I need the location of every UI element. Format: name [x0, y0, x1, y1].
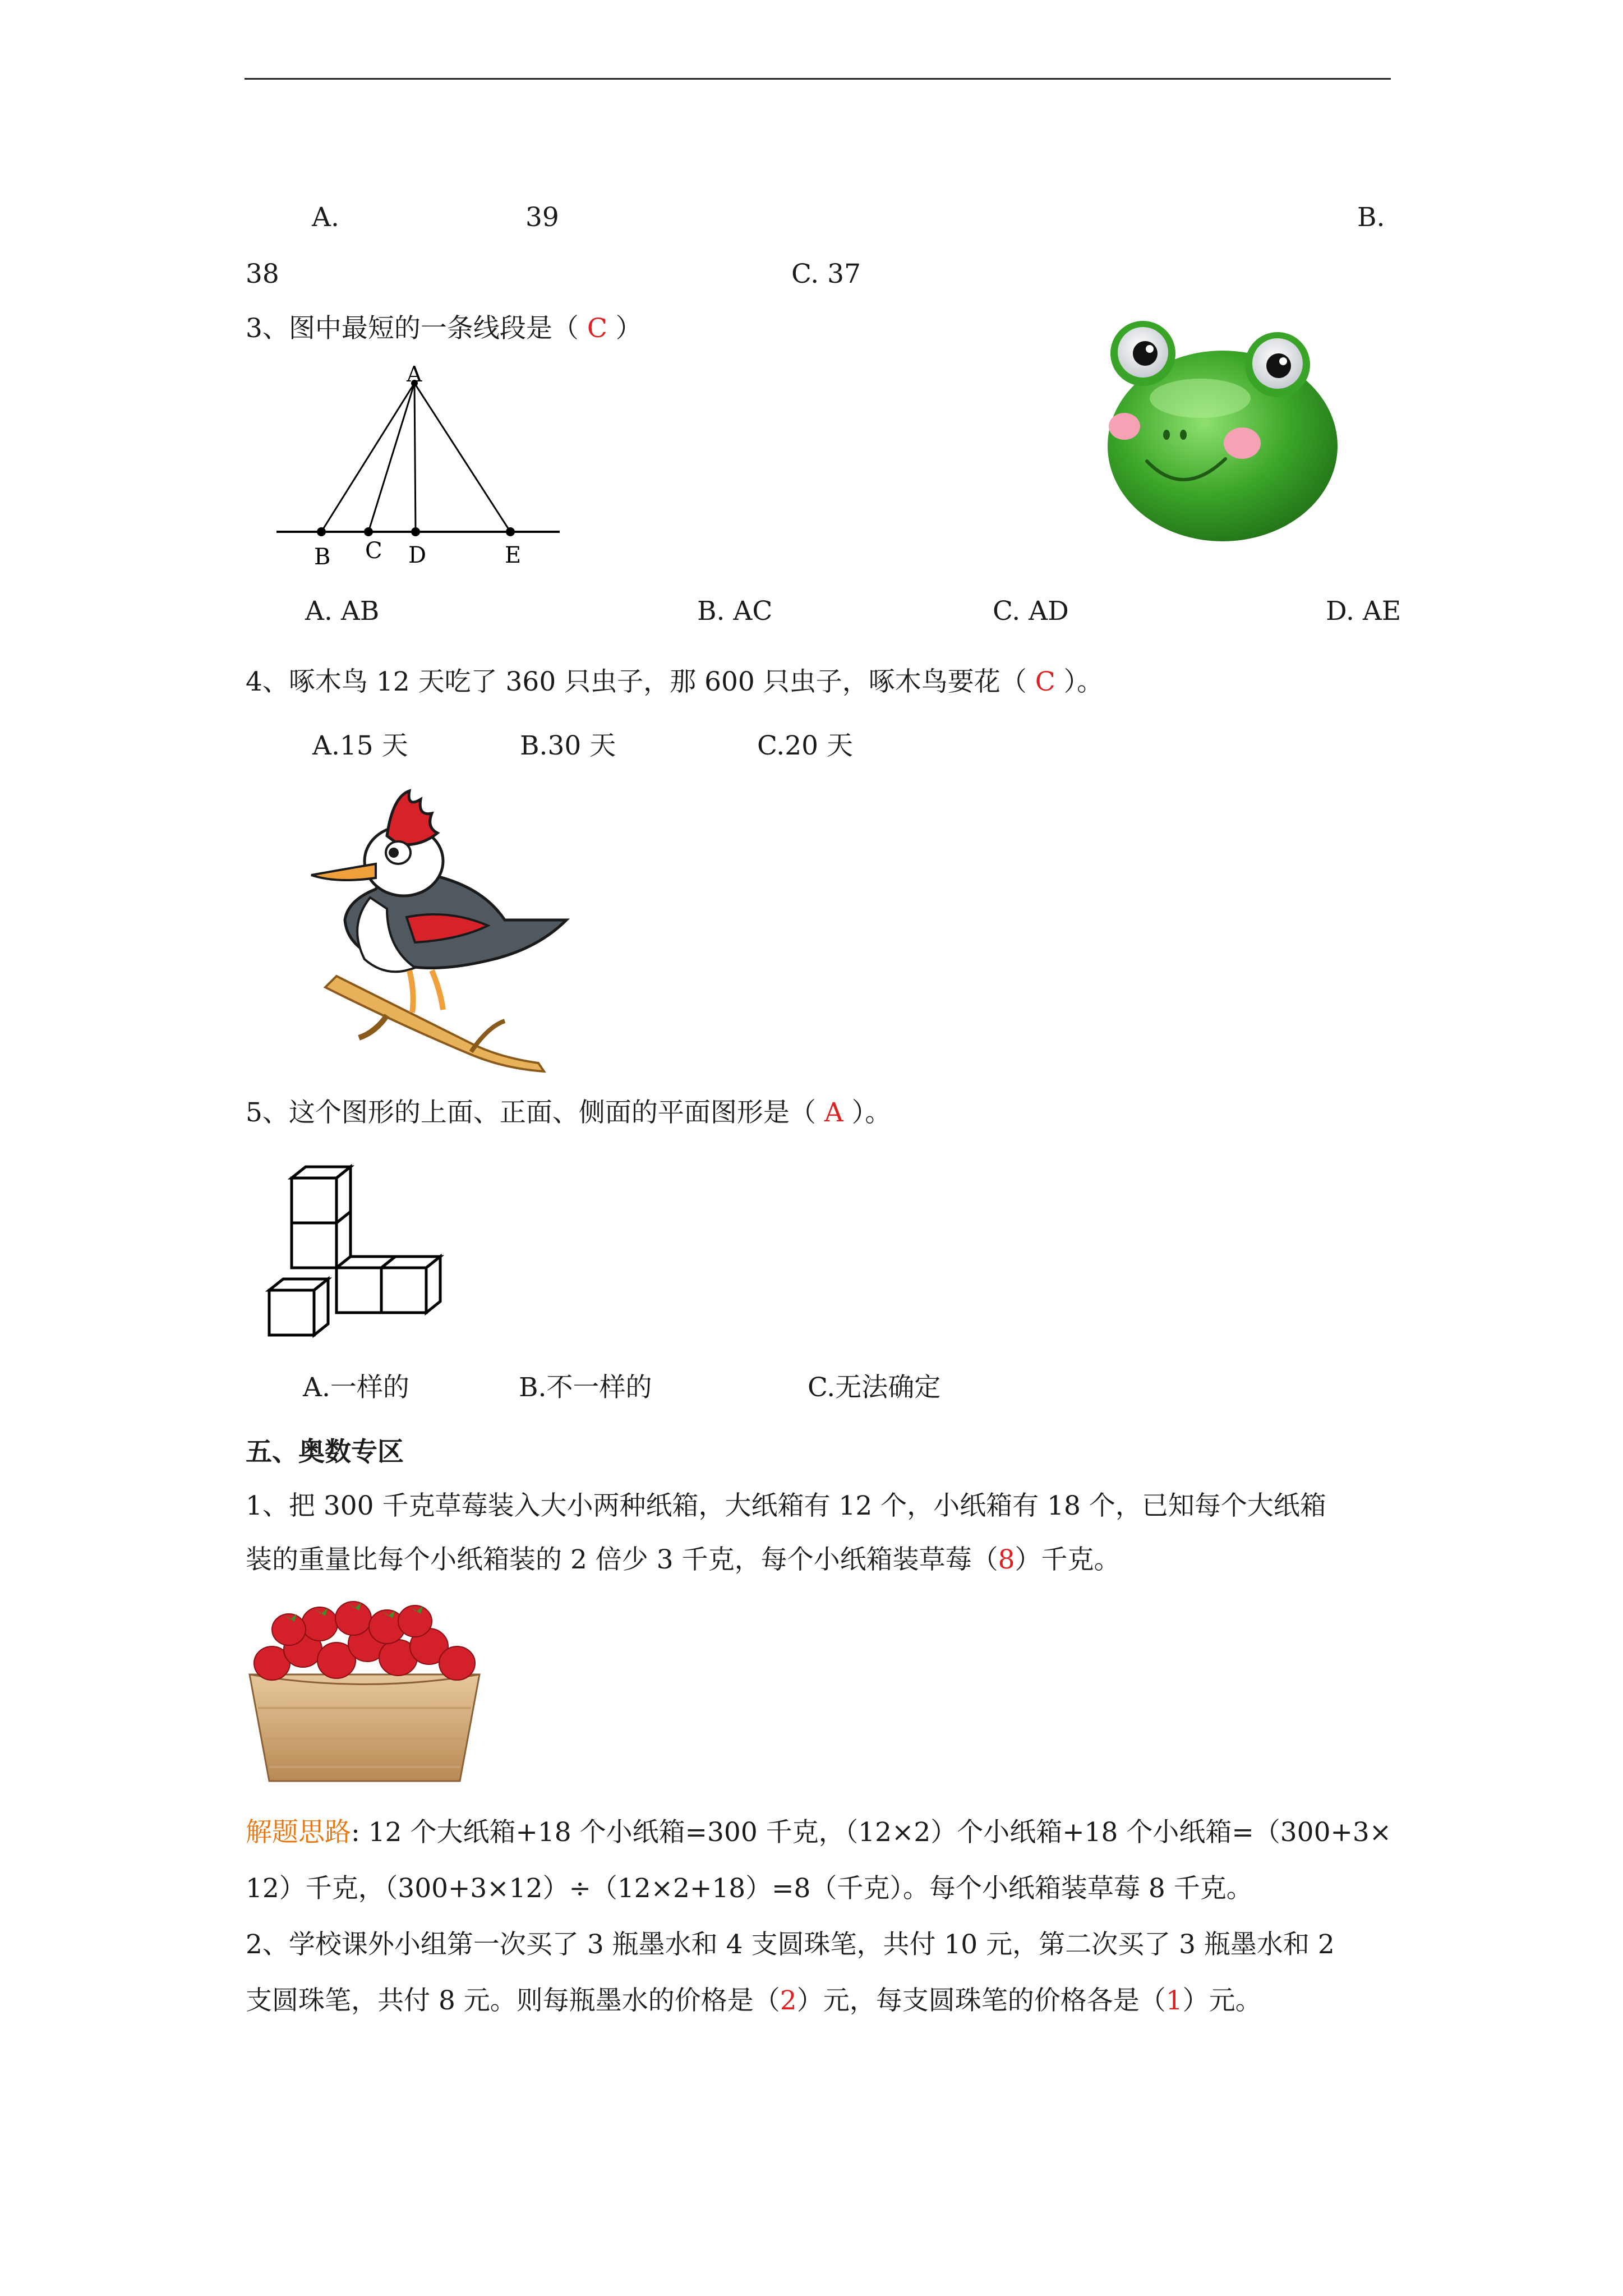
segment-ac	[368, 383, 414, 532]
olympiad-q2-answer-2: 1	[1165, 1985, 1183, 2016]
point-c	[364, 527, 373, 536]
line-segment-figure	[0, 0, 617, 617]
olympiad-q2-text-3: ）元。	[1182, 1985, 1262, 2016]
segment-ab	[321, 383, 414, 532]
q3-answer: C	[587, 313, 607, 344]
olympiad-q1-close: ）千克。	[1015, 1544, 1121, 1575]
label-a: A	[407, 362, 422, 386]
q4-option-a: A.15 天	[312, 730, 408, 761]
strawberry-basket-illustration	[247, 1596, 482, 1792]
olympiad-q1-text: 装的重量比每个小纸箱装的 2 倍少 3 千克，每个小纸箱装草莓（	[246, 1544, 998, 1575]
section-title: 五、奥数专区	[246, 1437, 404, 1467]
q5-option-b: B.不一样的	[519, 1372, 652, 1403]
q2-option-b-letter: B.	[1357, 202, 1385, 233]
q3-option-b: B. AC	[697, 596, 773, 627]
q3-option-d: D. AE	[1326, 596, 1401, 627]
point-e	[506, 527, 515, 536]
olympiad-q1-answer: 8	[998, 1544, 1015, 1575]
segment-ad	[414, 383, 416, 532]
q2-option-b-value: 38	[246, 259, 279, 289]
olympiad-q2-line1: 2、学校课外小组第一次买了 3 瓶墨水和 4 支圆珠笔，共付 10 元，第二次买了 3 瓶墨水和 2	[246, 1929, 1335, 1960]
olympiad-q2-answer-1: 2	[780, 1985, 797, 2016]
olympiad-q2-text-1: 支圆珠笔，共付 8 元。则每瓶墨水的价格是（	[246, 1985, 780, 2016]
label-e: E	[505, 542, 522, 568]
q5-option-c: C.无法确定	[808, 1372, 941, 1403]
point-b	[317, 527, 326, 536]
q4-option-c: C.20 天	[757, 730, 853, 761]
q2-option-a-value: 39	[525, 202, 559, 233]
frog-pot-illustration	[1099, 314, 1346, 544]
label-d: D	[408, 542, 427, 568]
q3-text: 图中最短的一条线段是（	[288, 313, 579, 344]
q5-question	[246, 1099, 891, 1126]
q3-option-a: A. AB	[305, 596, 380, 627]
olympiad-q1-line2	[246, 1544, 1121, 1575]
point-d	[411, 527, 420, 536]
q4-answer: C	[1035, 666, 1055, 697]
q5-answer: A	[824, 1097, 843, 1128]
segment-ae	[414, 383, 510, 532]
q3-close: ）	[615, 313, 642, 344]
cube-stack-figure	[258, 1161, 443, 1346]
olympiad-q2-text-2: ）元，每支圆珠笔的价格各是（	[796, 1985, 1166, 2016]
label-c: C	[365, 538, 382, 564]
q2-option-a-letter: A.	[312, 202, 339, 233]
hint-text-1: : 12 个大纸箱+18 个小纸箱=300 千克，（12×2）个小纸箱+18 个小纸箱=（300+3×	[351, 1817, 1392, 1848]
q5-option-a: A.一样的	[303, 1372, 409, 1403]
q3-number: 3、	[246, 313, 289, 344]
q4-close: ）。	[1063, 666, 1104, 697]
woodpecker-illustration	[303, 780, 583, 1071]
q4-option-b: B.30 天	[520, 730, 616, 761]
hint-line2: 12）千克，（300+3×12）÷（12×2+18）=8（千克）。每个小纸箱装草莓 8 千克。	[246, 1873, 1253, 1904]
olympiad-q1-line1: 1、把 300 千克草莓装入大小两种纸箱，大纸箱有 12 个，小纸箱有 18 个，已知每个大纸箱	[246, 1490, 1326, 1521]
olympiad-q2-line2	[246, 1987, 1262, 2014]
q2-option-c: C. 37	[791, 259, 861, 289]
hint-label: 解题思路	[246, 1817, 351, 1848]
hint-line1	[246, 1819, 1391, 1846]
q3-option-c: C. AD	[993, 596, 1069, 627]
q4-question	[246, 666, 1104, 697]
q5-text: 5、这个图形的上面、正面、侧面的平面图形是（	[246, 1097, 816, 1128]
q5-close: ）。	[851, 1097, 892, 1128]
label-b: B	[314, 544, 331, 570]
q4-text: 4、啄木鸟 12 天吃了 360 只虫子，那 600 只虫子，啄木鸟要花（	[246, 666, 1027, 697]
